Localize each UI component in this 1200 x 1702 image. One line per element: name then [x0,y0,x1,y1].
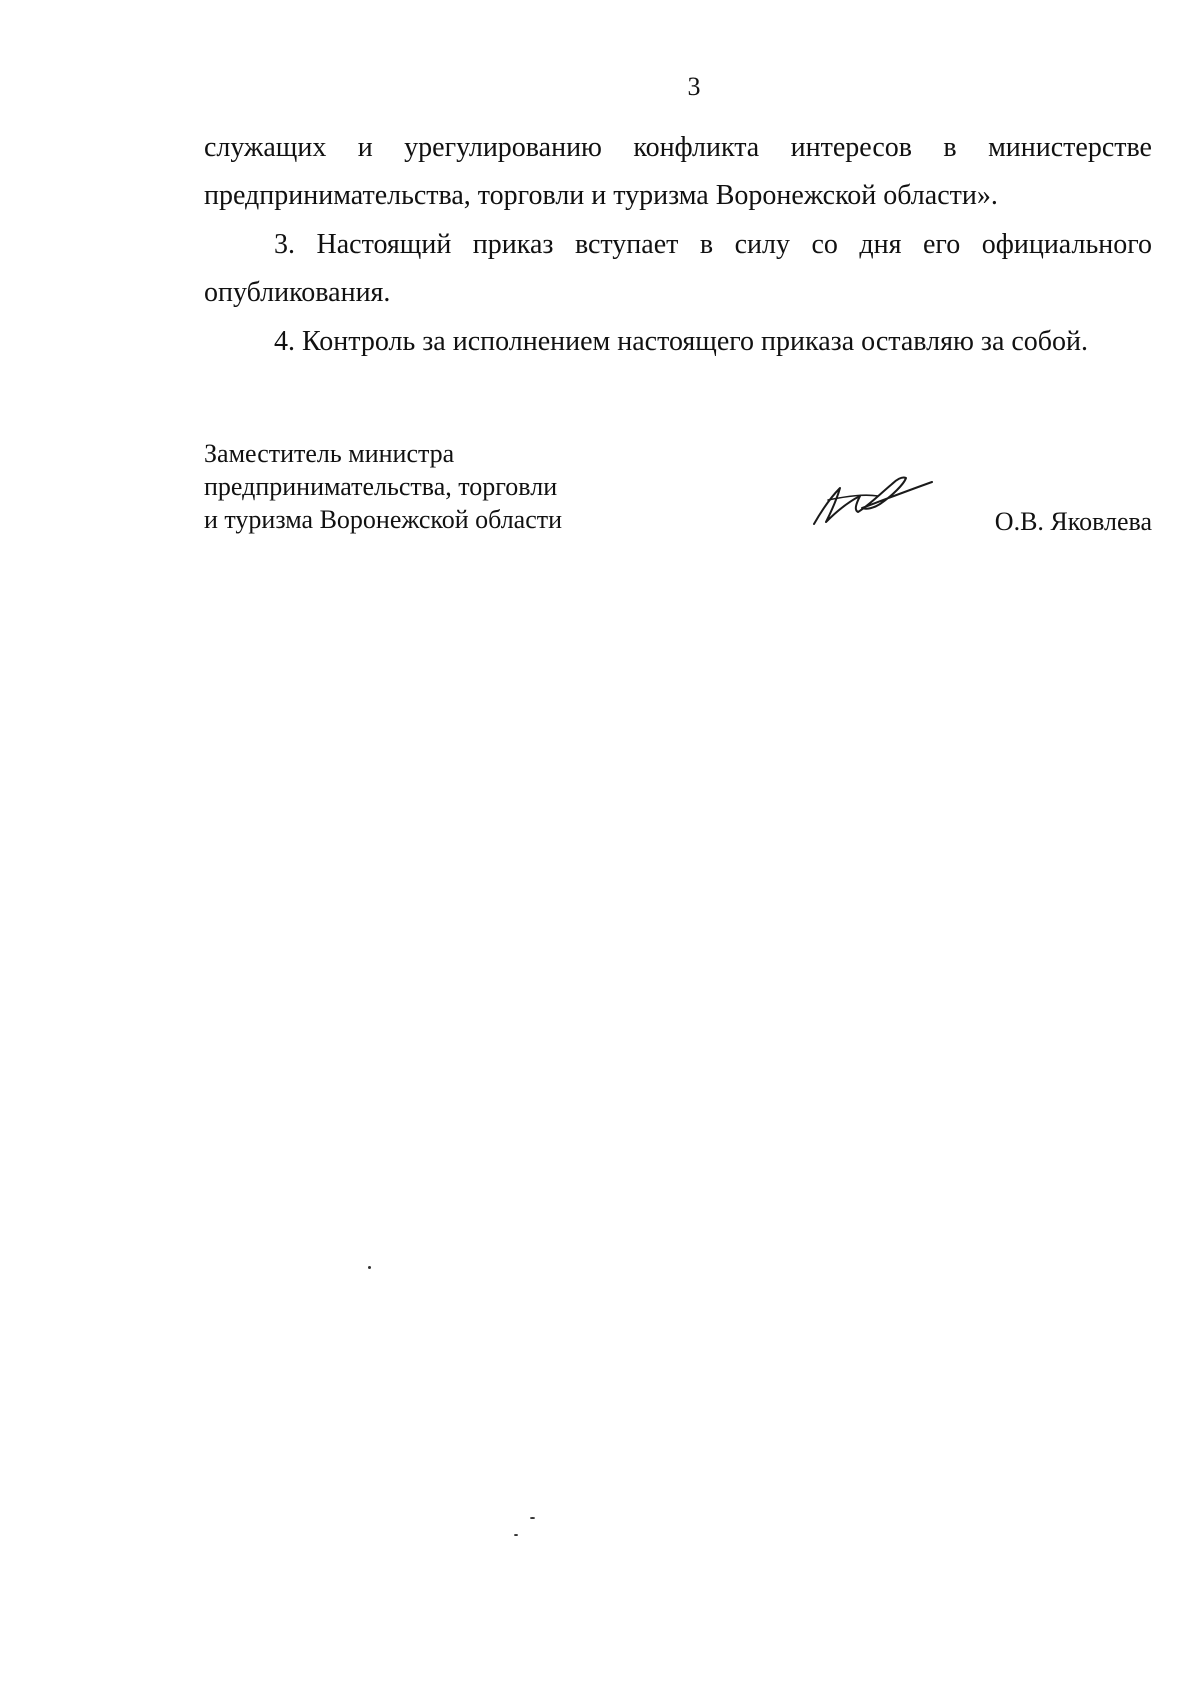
paragraph-line: 3. Настоящий приказ вступает в силу со дня его официального [274,229,1152,260]
position-line: и туризма Воронежской области [204,505,563,534]
handwritten-signature-icon [808,466,936,530]
signer-name: О.В. Яковлева [994,507,1152,536]
paragraph-item-4 [204,318,1152,366]
position-line: предпринимательства, торговли [204,472,558,501]
signatory-position [204,437,562,536]
continuation-paragraph [204,124,1152,220]
position-line: Заместитель министра [204,439,455,468]
page-number: 3 [687,72,701,101]
paragraph-line: 4. Контроль за исполнением настоящего приказа оставляю за собой. [274,326,1089,357]
paragraph-line: предпринимательства, торговли и туризма Воронежской области». [204,180,998,211]
paragraph-line: опубликования. [204,277,391,308]
paragraph-line: служащих и урегулированию конфликта интересов в министерстве [204,132,1152,163]
scan-speck [514,1534,518,1536]
scan-speck [530,1517,535,1519]
scan-speck [368,1266,371,1269]
paragraph-item-3 [204,221,1152,317]
